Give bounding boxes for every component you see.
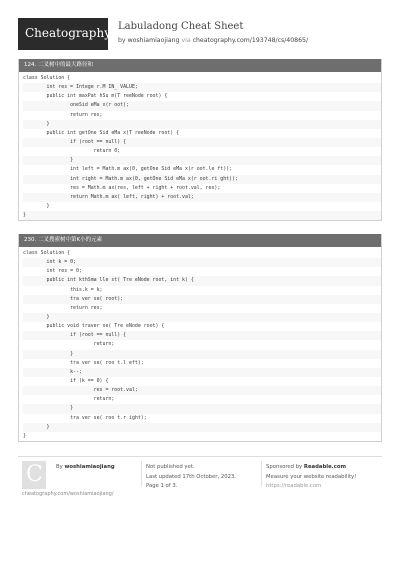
code-line: } [23,404,381,413]
code-line: return 0; [23,148,121,155]
by-label: By [56,464,63,470]
sheet-title: Labuladong Cheat Sheet [118,21,244,32]
code-line: return res; [23,304,103,311]
code-line: if (root == null) { [23,331,381,340]
code-line: public int kthSma lle st( Tre eNode root, int k) { [23,276,381,285]
section-title: 124. 二叉树中的最大路径和 [19,59,381,72]
section-max-path-sum [18,59,382,221]
page-number: Page 1 of 3. [146,483,178,489]
publish-status: Not published yet. [146,464,195,470]
code-line: class Solution { [23,75,71,81]
code-line: int res = Intege r.M IN_ VALUE; [23,83,381,92]
byline-prefix: by [118,37,126,44]
code-line: return res; [23,111,103,118]
footer-sponsor [266,463,356,492]
code-line: int right = Math.m ax(0, getOne Sid eMa x(r oot.ri ght)); [23,175,381,184]
code-line: tra ver se( roo t.r ight); [23,414,147,421]
page-footer [18,456,382,489]
code-block [19,72,381,220]
byline [118,37,308,44]
code-line: oneSid eMa x(r oot); [23,101,381,110]
code-line: tra ver se( root); [23,295,381,304]
code-line: return; [23,396,115,403]
code-line: } [23,432,26,439]
code-line: class Solution { [23,250,71,256]
code-line: } [23,156,381,165]
last-updated: Last updated 17th October, 2023. [146,473,237,480]
code-line: } [23,120,381,129]
code-line: } [23,313,381,322]
code-line: res = root.val; [23,386,381,395]
code-line: public int maxPat hSu m(T reeNode root) { [23,93,168,100]
section-kth-smallest [18,234,382,442]
code-line: if (k == 0) { [23,377,109,384]
code-line: res = Math.m ax(res, left + right + root.val, res); [23,184,221,191]
code-line: this.k = k; [23,286,103,293]
code-block [19,247,381,441]
code-line: if (root == null) { [23,138,381,147]
logo-text: Cheatography [25,26,111,40]
cheatography-c-icon: C [26,462,43,487]
code-line: } [23,211,381,220]
footer-author [56,463,115,473]
footer-divider [141,461,142,487]
page-header [18,18,382,50]
code-line: public void traver se( Tre eNode root) { [23,323,165,330]
footer-divider [261,461,262,487]
code-line: } [23,350,381,359]
footer-status [146,463,236,492]
code-line: } [23,202,50,209]
code-line: tra ver se( roo t.l eft); [23,359,144,366]
section-title: 230. 二叉搜索树中第K小的元素 [19,234,381,247]
code-line: public int getOne Sid eMa x(T reeNode root) { [23,129,180,136]
via-label: via [181,37,191,44]
sponsor-tagline: Measure your website readability! [266,473,357,480]
footer-author-link[interactable]: woshiamiaojiang [64,464,115,470]
sponsor-url[interactable]: https://readable.com [266,483,322,489]
code-line: int res = 0; [23,268,82,275]
author-link[interactable]: woshiamiaojiang [127,37,180,44]
cheatography-logo[interactable] [18,18,111,50]
sponsored-prefix: Sponsored by [266,464,303,470]
author-avatar [22,461,46,489]
code-line: int k = 0; [23,258,381,267]
code-line: return Math.m ax( left, right) + root.val; [23,193,381,202]
code-line: } [23,423,381,432]
code-line: return; [23,341,115,348]
code-line: k--; [23,368,381,377]
code-line: int left = Math.m ax(0, getOne Sid eMa x(r oot.le ft)); [23,166,233,173]
source-link[interactable]: cheatography.com/193748/cs/40865/ [192,37,309,44]
author-url[interactable]: cheatography.com/woshiamiaojiang/ [22,491,114,497]
sponsor-link[interactable]: Readable.com [303,464,346,470]
